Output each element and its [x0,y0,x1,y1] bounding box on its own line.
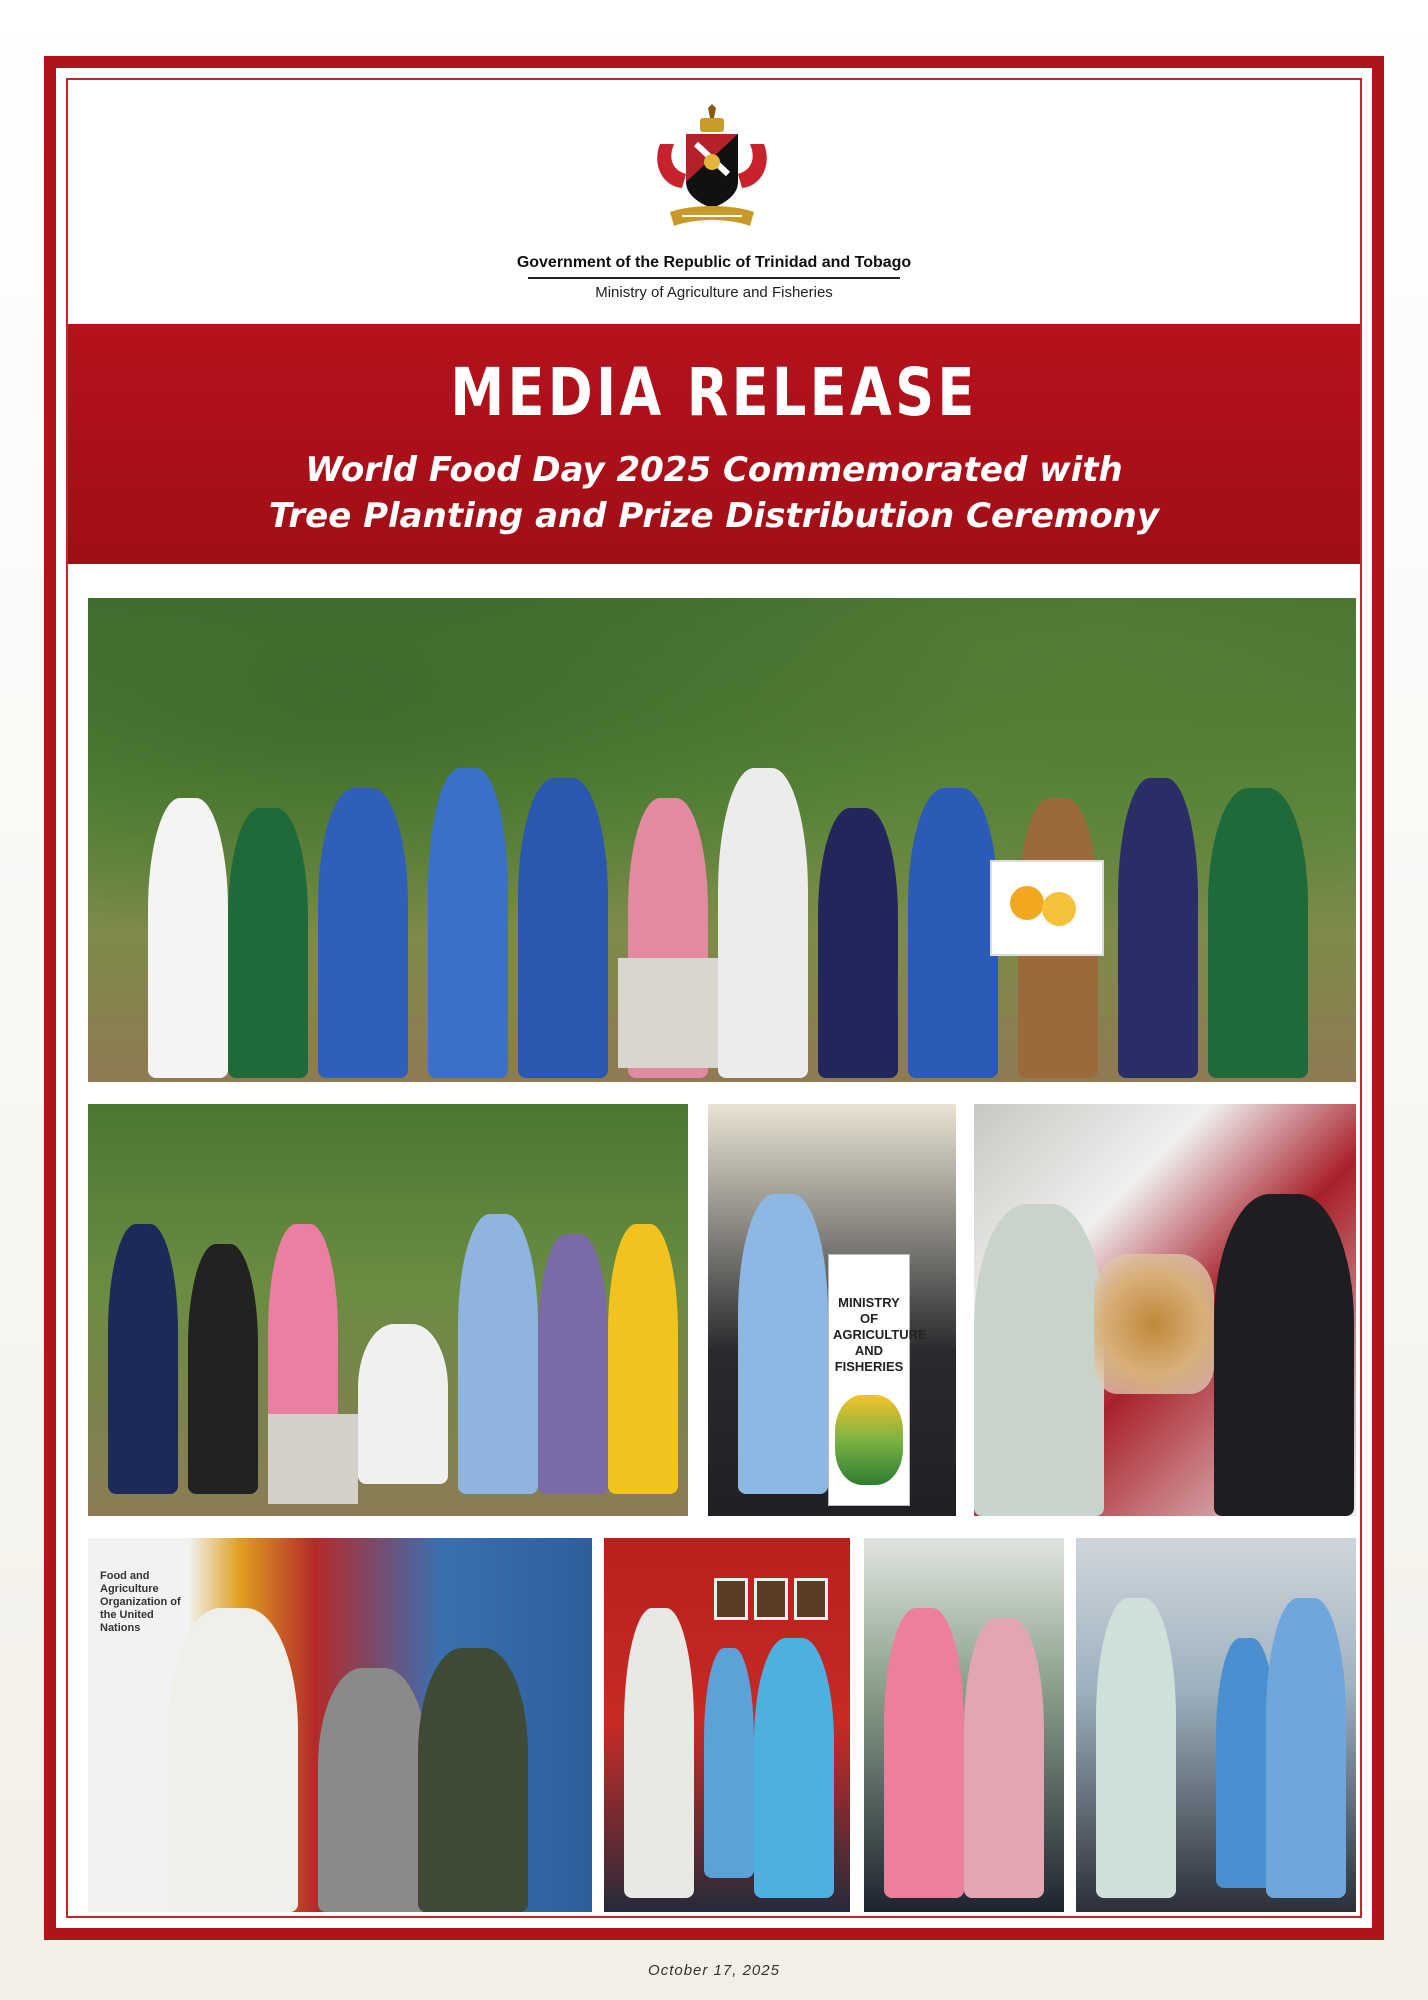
framed-portrait [794,1578,828,1620]
person [518,778,608,1078]
photo-two-women [864,1538,1064,1912]
plaque-stone [618,958,718,1068]
person [318,1668,428,1912]
framed-portrait [754,1578,788,1620]
person [1096,1598,1176,1898]
person [318,788,408,1078]
plaque-stone [268,1414,358,1504]
person [908,788,998,1078]
photo-prize-hamper-presentation [974,1104,1356,1516]
page-content [66,78,1362,1918]
person [718,768,808,1078]
letterhead [68,80,1360,320]
fao-banner-text: Food and Agriculture Organization of the United Nations [100,1570,181,1634]
person [738,1194,828,1494]
photo-conversation-red-wall [604,1538,850,1912]
person [754,1638,834,1898]
person [538,1234,608,1494]
person [148,798,228,1078]
person [228,808,308,1078]
person [1214,1194,1354,1516]
subtitle-line-2: Tree Planting and Prize Distribution Ceremony [268,496,1160,536]
photo-speaker-at-lectern [708,1104,956,1516]
release-date: October 17, 2025 [648,1962,780,1979]
lectern-sign-text: MINISTRY OF AGRICULTURE AND FISHERIES [833,1295,927,1374]
photo-fao-banner-group [88,1538,592,1912]
person [964,1618,1044,1898]
lectern-sign [828,1254,927,1506]
person [608,1224,678,1494]
person [428,768,508,1078]
person [974,1204,1104,1516]
person [458,1214,538,1494]
prize-hamper [1094,1254,1214,1394]
title-banner [68,324,1360,564]
subtitle-line-1: World Food Day 2025 Commemorated with [305,450,1123,490]
person [358,1324,448,1484]
person [704,1648,754,1878]
person [168,1608,298,1912]
photo-market-exhibit [1076,1538,1356,1912]
person [1208,788,1308,1078]
person [1118,778,1198,1078]
government-name: Government of the Republic of Trinidad and Tobago [516,254,912,271]
photo-tree-planting-guests [88,1104,688,1516]
header-divider [528,277,900,279]
person [818,808,898,1078]
coat-of-arms-icon [652,104,772,234]
group-photo-tree-planting [88,598,1356,1082]
person [884,1608,964,1898]
person [108,1224,178,1494]
page-title: MEDIA RELEASE [450,354,978,431]
fruit-drawing-sign [990,860,1104,956]
page-frame [44,56,1384,1940]
person [188,1244,258,1494]
framed-portrait [714,1578,748,1620]
person [1266,1598,1346,1898]
person [418,1648,528,1912]
ministry-name: Ministry of Agriculture and Fisheries [595,284,833,301]
person [624,1608,694,1898]
